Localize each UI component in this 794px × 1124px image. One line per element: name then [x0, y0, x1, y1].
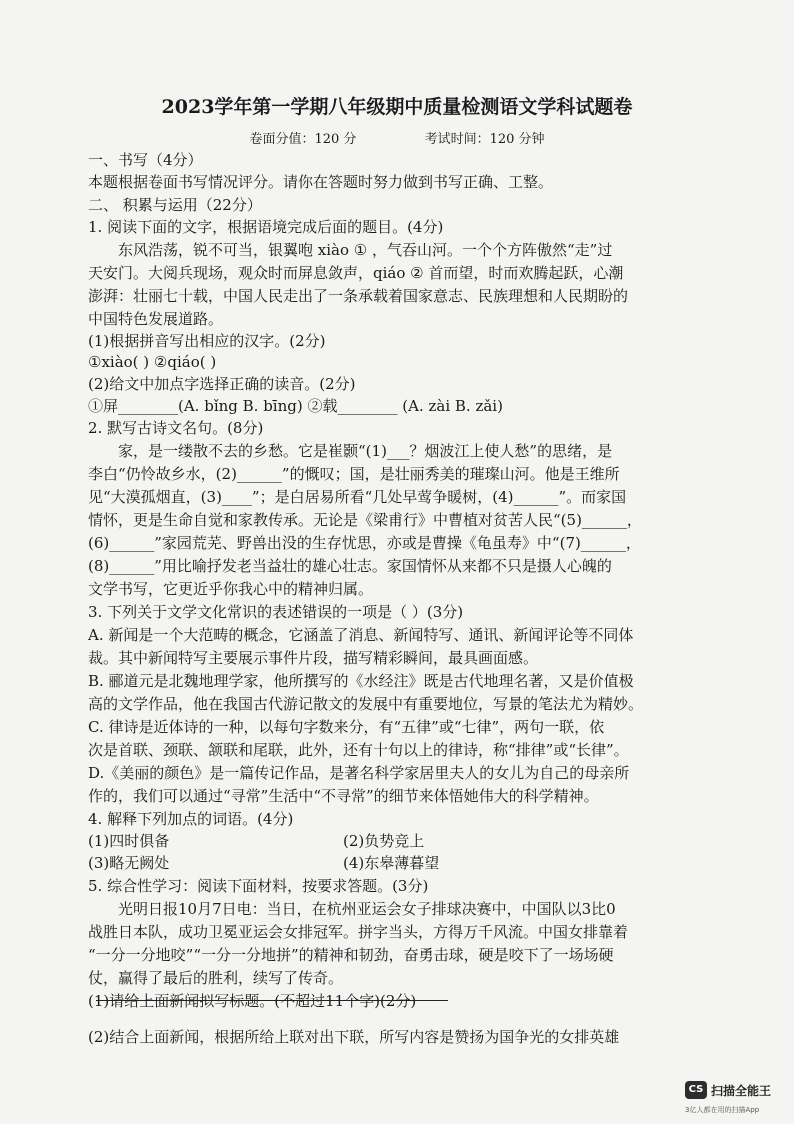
- q2-heading: 2. 默写古诗文名句。(8分): [88, 419, 264, 437]
- exam-time: 考试时间：120 分钟: [424, 132, 545, 147]
- q4-item-4: (4)东皋薄暮望: [343, 854, 440, 872]
- q4-items: [88, 831, 708, 851]
- watermark-name: 扫描全能王: [711, 1084, 772, 1098]
- q5-sub1: (1)请给上面新闻拟写标题。(不超过11个字)(2分): [88, 992, 417, 1010]
- q1-sub1-answer: ①xiào( ) ②qiáo( ): [88, 353, 217, 371]
- q3-option-b: 高的文学作品，他在我国古代游记散文的发展中有重要地位，写景的笔法尤为精妙。: [88, 695, 644, 713]
- q5-sub2: (2)结合上面新闻，根据所给上联对出下联，所写内容是赞扬为国争光的女排英雄: [88, 1028, 620, 1046]
- q1-sub2-answer: ①屏________(A. bǐng B. bīng) ②载________ (A. zài B. zǎi): [88, 397, 503, 415]
- section-accumulation-heading: 二、 积累与运用（22分）: [88, 196, 262, 214]
- q3-option-d: 作的，我们可以通过“寻常”生活中“不寻常”的细节来体悟她伟大的科学精神。: [88, 787, 599, 805]
- total-score: 卷面分值：120 分: [249, 132, 357, 147]
- q3-option-c: C. 律诗是近体诗的一种，以每句字数来分，有“五律”或“七律”，两句一联，依: [88, 718, 605, 736]
- q5-passage-line: “一分一分地咬”“一分一分地拼”的精神和韧劲，奋勇击球，硬是咬下了一场场硬: [88, 946, 614, 964]
- q2-passage-line: (8)______”用比喻抒发老当益壮的雄心壮志。家国情怀从来都不只是摄人心魄的: [88, 557, 612, 575]
- q4-item-3: (3)略无阙处: [88, 854, 170, 872]
- page-title: 2023学年第一学期八年级期中质量检测语文学科试题卷: [161, 96, 633, 118]
- q2-passage-line: 文学书写，它更近乎你我心中的精神归属。: [88, 580, 374, 598]
- q5-passage-line: 光明日报10月7日电：当日，在杭州亚运会女子排球决赛中，中国队以3比0: [118, 900, 616, 918]
- exam-meta: [0, 128, 794, 147]
- q3-option-c: 次是首联、颈联、颔联和尾联，此外，还有十句以上的律诗，称“排律”或“长律”。: [88, 741, 629, 759]
- q3-option-a: A. 新闻是一个大范畴的概念，它涵盖了消息、新闻特写、通讯、新闻评论等不同体: [88, 626, 634, 644]
- q5-passage-line: 战胜日本队，成功卫冕亚运会女排冠军。拼字当头，方得万千风流。中国女排靠着: [88, 923, 629, 941]
- q5-passage-line: 仗，赢得了最后的胜利，续写了传奇。: [88, 969, 344, 987]
- q1-heading: 1. 阅读下面的文字，根据语境完成后面的题目。(4分): [88, 218, 444, 236]
- q3-heading: 3. 下列关于文学文化常识的表述错误的一项是（ ）(3分): [88, 603, 464, 621]
- q5-heading: 5. 综合性学习：阅读下面材料，按要求答题。(3分): [88, 877, 429, 895]
- q3-option-d: D.《美丽的颜色》是一篇传记作品，是著名科学家居里夫人的女儿为自己的母亲所: [88, 764, 630, 782]
- section-writing-desc: 本题根据卷面书写情况评分。请你在答题时努力做到书写正确、工整。: [88, 173, 554, 191]
- q1-sub2: (2)给文中加点字选择正确的读音。(2分): [88, 375, 356, 393]
- q1-sub1: (1)根据拼音写出相应的汉字。(2分): [88, 332, 326, 350]
- scanner-watermark: [685, 1081, 794, 1121]
- q4-item-2: (2)负势竞上: [343, 832, 425, 850]
- q2-passage-line: 见“大漠孤烟直，(3)____”；是白居易所看“几处早莺争暖树，(4)______”。而家国: [88, 488, 627, 506]
- section-writing-heading: 一、书写（4分）: [88, 151, 203, 169]
- q3-option-a: 裁。其中新闻特写主要展示事件片段，描写精彩瞬间，最具画面感。: [88, 649, 539, 667]
- q1-passage-line: 东风浩荡，锐不可当，银翼咆 xiào ① ，气吞山河。一个个方阵傲然“走”过: [118, 241, 613, 259]
- q4-items: [88, 853, 708, 873]
- q2-passage-line: 家，是一缕散不去的乡愁。它是崔颢“(1)___？烟波江上使人愁”的思绪，是: [118, 442, 613, 460]
- q2-passage-line: (6)______”家园荒芜、野兽出没的生存忧思，亦或是曹操《龟虽寿》中“(7)______，: [88, 534, 641, 552]
- q1-passage-line: 澎湃：壮丽七十载，中国人民走出了一条承载着国家意志、民族理想和人民期盼的: [88, 287, 629, 305]
- q2-passage-line: 情怀，更是生命自觉和家教传承。无论是《梁甫行》中曹植对贫苦人民“(5)______，: [88, 511, 642, 529]
- q1-passage-line: 中国特色发展道路。: [88, 310, 224, 328]
- q3-option-b: B. 郦道元是北魏地理学家，他所撰写的《水经注》既是古代地理名著，又是价值极: [88, 672, 634, 690]
- q4-heading: 4. 解释下列加点的词语。(4分): [88, 810, 294, 828]
- answer-line: [96, 1000, 448, 1001]
- q4-item-1: (1)四时俱备: [88, 832, 170, 850]
- q1-passage-line: 天安门。大阅兵现场，观众时而屏息敛声，qiáo ② 首而望，时而欢腾起跃，心潮: [88, 264, 624, 282]
- cs-logo-icon: CS: [685, 1081, 707, 1099]
- watermark-tagline: 3亿人都在用的扫描App: [685, 1106, 760, 1114]
- q2-passage-line: 李白“仍怜故乡水，(2)______”的慨叹；国，是壮丽秀美的璀璨山河。他是王维所: [88, 465, 620, 483]
